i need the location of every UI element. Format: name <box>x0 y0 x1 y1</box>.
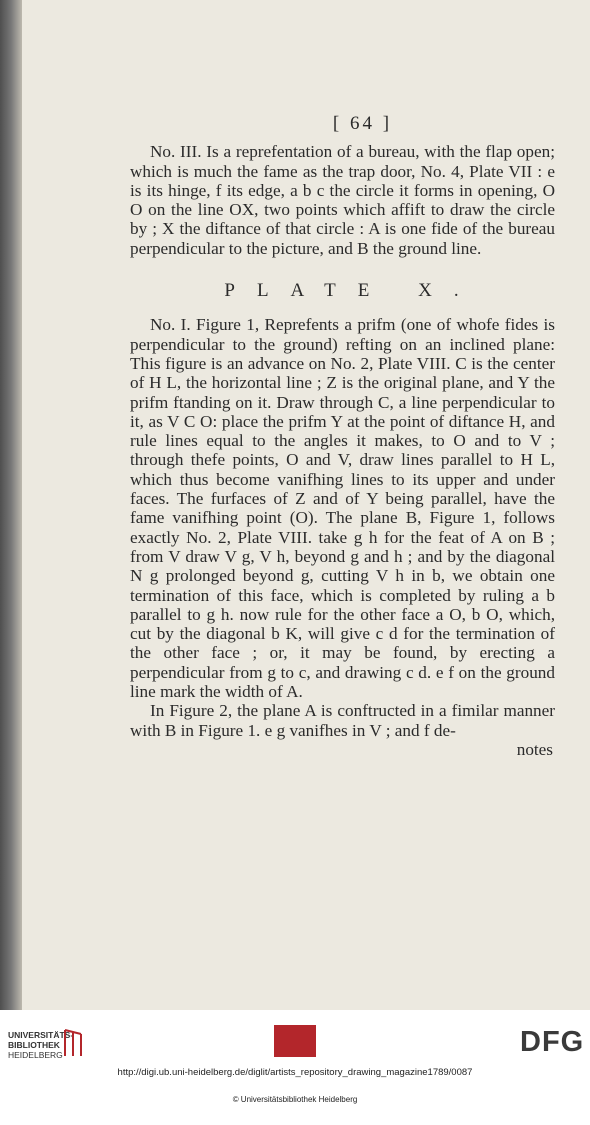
logo-line-3: HEIDELBERG <box>8 1050 63 1060</box>
paragraph-no-iii: No. III. Is a reprefentation of a bureau, with the flap open; which is much the fame as the trap door, No. 4, Plate VII : e is its hinge, f its edge, a b c the circle it forms in opening, O O on the line OX, two points which affift to draw the circle by ; X the diftance of that circle : A is one fide of the bureau perpendicular to the picture, and B the ground line. <box>130 142 555 258</box>
viewer-footer <box>0 1010 590 1125</box>
university-mark-icon <box>62 1028 84 1058</box>
permalink-url[interactable]: http://digi.ub.uni-heidelberg.de/diglit/artists_repository_drawing_magazine1789/0087 <box>117 1067 473 1078</box>
paragraph-no-i: No. I. Figure 1, Reprefents a prifm (one of whofe fides is perpendicular to the ground) refting on an inclined plane: This figure is an advance on No. 2, Plate VIII. C is the center of H L, the horizontal line ; Z is the original plane, and Y the prifm ftanding on it. Draw through C, a line perpendicular to it, as V C O: place the prifm Y at the point of diftance H, and rule lines equal to the angles it makes, to O and to V ; through thefe points, O and V, draw lines parallel to H L, which thus become vanifhing lines to its upper and under faces. The furfaces of Z and of Y being parallel, have the fame vanifhing point (O). The plane B, Figure 1, follows exactly No. 2, Plate VIII. take g h for the feat of A on B ; from V draw V g, V h, beyond g and h ; and by the diagonal N g prolonged beyond g, cutting V h in b, we obtain one termination of this face, which is completed by ruling a b parallel to g h. now rule for the other face a O, b O, which, cut by the diagonal b K, will give c d for the termination of the other face ; or, it may be found, by erecting a perpendicular from g to c, and drawing c d. e f on the ground line mark the width of A. <box>130 315 555 702</box>
catchword: notes <box>516 739 553 759</box>
digital-collection-logo[interactable] <box>274 1025 316 1057</box>
logo-line-1: UNIVERSITÄTS- <box>8 1030 74 1040</box>
logo-line-2: BIBLIOTHEK <box>8 1040 60 1050</box>
copyright-notice: © Universitätsbibliothek Heidelberg <box>232 1095 358 1104</box>
plate-heading: PLATE X. <box>224 280 481 302</box>
page-number: [ 64 ] <box>332 113 393 134</box>
book-gutter <box>0 0 22 1010</box>
dfg-logo[interactable]: DFG <box>520 1026 585 1058</box>
page-text-block <box>130 100 555 759</box>
paragraph-figure-2: In Figure 2, the plane A is conftructed in a fimilar manner with B in Figure 1. e g vanifhes in V ; and f de- <box>130 701 555 740</box>
